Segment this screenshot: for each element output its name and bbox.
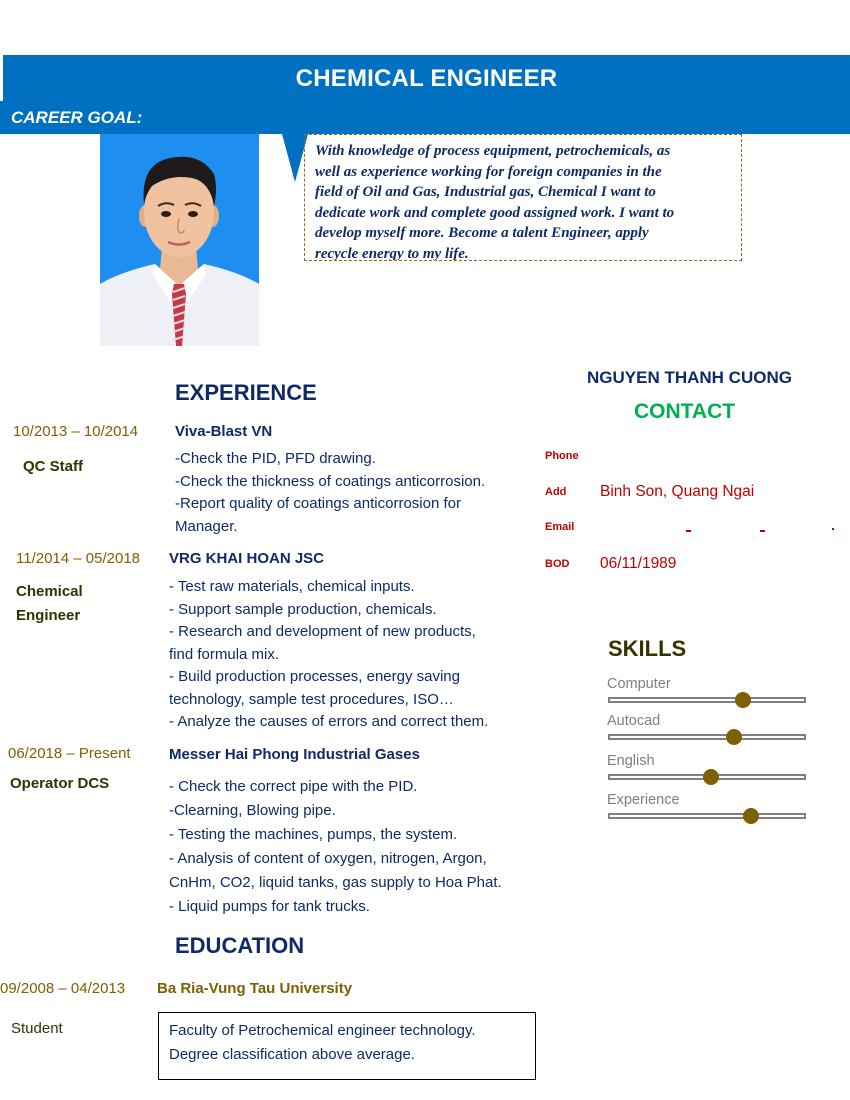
duty-line: Manager. <box>175 517 238 535</box>
contact-value-birthdate: 06/11/1989 <box>600 555 677 572</box>
contact-label-email: Email <box>545 521 575 533</box>
duty-line: -Check the PID, PFD drawing. <box>175 450 376 467</box>
page-title: CHEMICAL ENGINEER <box>295 65 558 92</box>
skill-level-knob <box>735 692 751 708</box>
duty-line: -Report quality of coatings anticorrosion for <box>175 495 461 512</box>
skill-track <box>608 697 806 703</box>
education-school: Ba Ria-Vung Tau University <box>157 980 353 997</box>
portrait-image <box>100 134 259 346</box>
duty-line: - Testing the machines, pumps, the system. <box>169 826 458 843</box>
skill-label: Autocad <box>607 713 661 729</box>
job-role <box>16 580 83 628</box>
duty-line: - Check the correct pipe with the PID. <box>169 778 418 795</box>
job-duties <box>175 448 485 538</box>
education-detail-line: Faculty of Petrochemical engineer technology. <box>169 1022 476 1039</box>
education-dates: 09/2008 – 04/2013 <box>0 980 126 997</box>
job-dates: 10/2013 – 10/2014 <box>13 423 139 440</box>
duty-line: find formula mix. <box>169 645 280 663</box>
job-duties <box>169 775 502 919</box>
avatar <box>100 134 259 346</box>
skills-heading: SKILLS <box>608 636 687 661</box>
job-company: Messer Hai Phong Industrial Gases <box>169 746 420 763</box>
job-company: Viva-Blast VN <box>175 423 273 440</box>
career-goal-line: develop myself more. Become a talent Engineer, apply <box>315 225 649 241</box>
duty-line: technology, sample test procedures, ISO… <box>169 690 454 708</box>
skill-level-knob <box>743 808 759 824</box>
contact-label-address: Add <box>545 486 567 498</box>
skill-experience <box>607 792 807 830</box>
education-detail-line: Degree classification above average. <box>169 1046 415 1063</box>
contact-label-birthdate: BOD <box>545 558 570 570</box>
skill-track <box>608 813 806 819</box>
career-goal-label: CAREER GOAL: <box>11 108 143 127</box>
duty-line: - Analyze the causes of errors and correct them. <box>169 713 489 730</box>
education-heading: EDUCATION <box>175 933 305 958</box>
job-dates: 06/2018 – Present <box>8 745 131 762</box>
skill-level-knob <box>726 729 742 745</box>
duty-line: -Check the thickness of coatings anticorrosion. <box>175 472 486 490</box>
contact-label-phone: Phone <box>545 450 579 462</box>
job-role-line: Engineer <box>16 607 81 624</box>
duty-line: -Clearning, Blowing pipe. <box>169 802 336 819</box>
career-goal-line: With knowledge of process equipment, petrochemicals, as <box>315 143 671 159</box>
experience-heading: EXPERIENCE <box>175 380 317 405</box>
skill-label: English <box>607 753 655 769</box>
career-goal-line: dedicate work and complete good assigned work. I want to <box>315 204 675 221</box>
skill-computer <box>607 676 807 714</box>
duty-line: - Test raw materials, chemical inputs. <box>169 578 415 595</box>
job-role: Operator DCS <box>10 775 110 792</box>
duty-line: - Liquid pumps for tank trucks. <box>169 898 370 915</box>
career-goal-text <box>304 134 742 261</box>
job-duties <box>169 576 488 734</box>
duty-line: - Analysis of content of oxygen, nitrogen, Argon, <box>169 850 487 867</box>
skill-level-knob <box>703 769 719 785</box>
job-role-line: Chemical <box>16 583 83 600</box>
skill-label: Computer <box>607 676 671 692</box>
duty-line: - Build production processes, energy saving <box>169 668 460 685</box>
contact-heading: CONTACT <box>634 400 736 423</box>
career-goal-line: recycle energy to my life. <box>315 245 469 261</box>
career-goal-line: well as experience working for foreign companies in the <box>315 163 662 180</box>
duty-line: - Support sample production, chemicals. <box>169 600 437 618</box>
skill-english <box>607 753 807 791</box>
contact-value-email-clipped <box>600 528 835 538</box>
education-details-box <box>158 1012 536 1080</box>
contact-value-address: Binh Son, Quang Ngai <box>600 483 755 500</box>
duty-line: - Research and development of new products, <box>169 623 476 640</box>
duty-line: CnHm, CO2, liquid tanks, gas supply to Hoa Phat. <box>169 874 502 891</box>
education-role: Student <box>11 1020 63 1037</box>
skill-track <box>608 734 806 740</box>
career-goal-line: field of Oil and Gas, Industrial gas, Chemical I want to <box>315 184 656 200</box>
job-role: QC Staff <box>23 458 83 475</box>
skill-autocad <box>607 713 807 751</box>
job-dates: 11/2014 – 05/2018 <box>16 550 141 567</box>
job-company: VRG KHAI HOAN JSC <box>169 550 325 567</box>
skill-label: Experience <box>607 792 680 808</box>
candidate-name: NGUYEN THANH CUONG <box>587 368 792 387</box>
